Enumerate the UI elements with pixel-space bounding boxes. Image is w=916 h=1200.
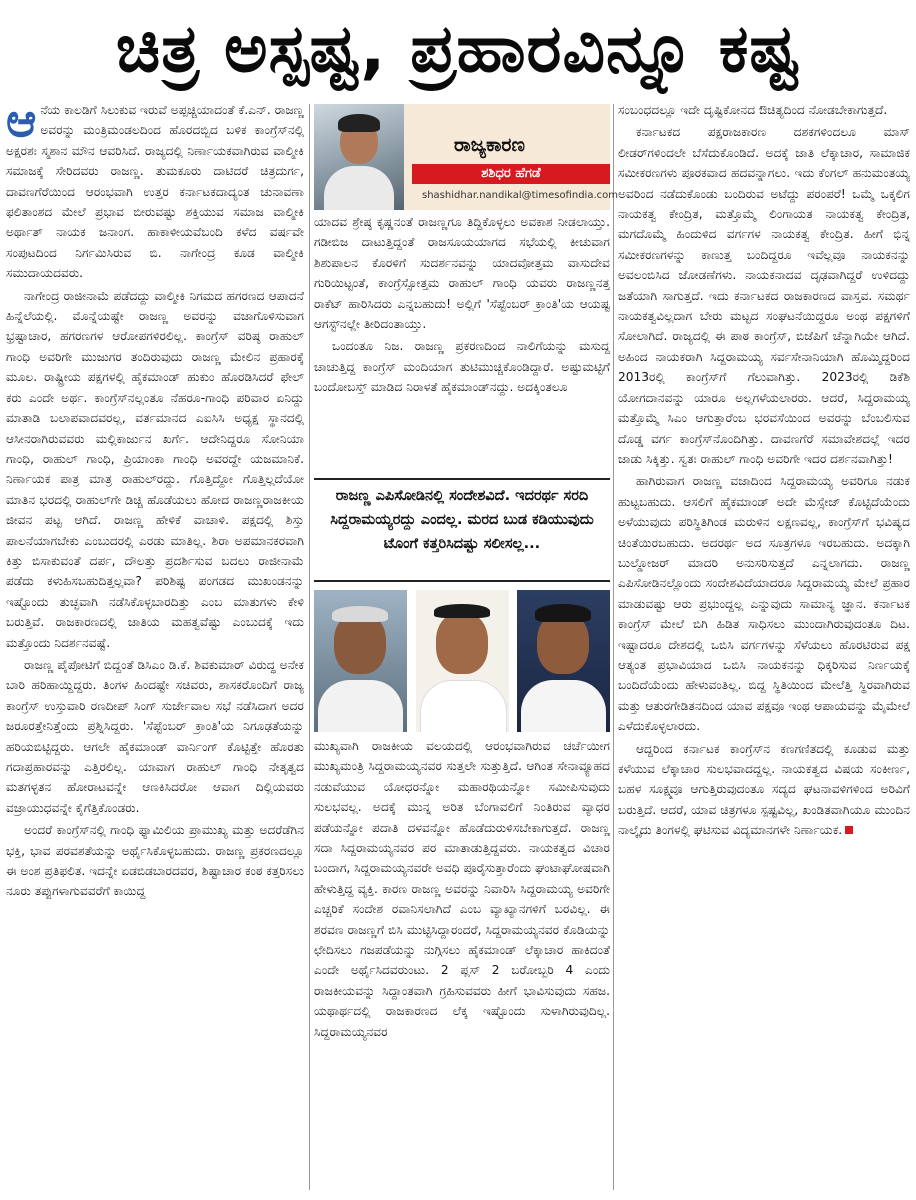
paragraph: ಒಂದಂತೂ ನಿಜ. ರಾಜಣ್ಣ ಪ್ರಕರಣದಿಂದ ನಾಲಿಗೆಯನ್ನು ಮಸುದ್ದ ಚಾಚುತ್ತಿದ್ದ ಕಾಂಗ್ರೆಸ್ ಮಂದಿಯಾಗ ತುಟಿಮುಚ್ಚಿಕೊಂಡಿದ್ದಾರೆ. ಅಷ್ಟುಮಟ್ಟಿಗೆ ಬಂದೋಬಸ್ತ್ ಮಾಡಿದ ನಿರಾಳತೆ ಹೈಕಮಾಂಡ್‌ನದ್ದು. ಅದಕ್ಕಿಂತಲೂ <box>314 339 610 395</box>
paragraph: ಅಂದರೆ ಕಾಂಗ್ರೆಸ್‌ನಲ್ಲಿ ಗಾಂಧಿ ಫ್ಯಾಮಿಲಿಯ ಪ್ರಾಮುಖ್ಯ ಮತ್ತು ಅದರೆಡೆಗಿನ ಭಕ್ತಿ, ಭಾವ ಪರವಶತೆಯನ್ನು ಅರ್ಥೈಸಿಕೊಳ್ಳಬಹುದು. ರಾಜಣ್ಣ ಪ್ರಕರಣದಲ್ಲೂ ಈ ಅಂಶ ಪ್ರತಿಫಲಿತ. ಇದನ್ನೇ ಏಡಬಿಡಬಾರದವರ, ಶಿಷ್ಟಾಚಾರ ಕಂಠ ಕತ್ತರಿಸಲು ನೂರು ತಪ್ಪುಗಳಾಗುವವರೆಗೆ ಕಾಯಿದ್ದ <box>6 823 304 899</box>
column-section-title: ರಾಜ್ಯಕಾರಣ <box>454 134 525 156</box>
pull-quote: ರಾಜಣ್ಣ ಎಪಿಸೋಡಿನಲ್ಲಿ ಸಂದೇಶವಿದೆ. ಇದರರ್ಥ ಸರದಿ ಸಿದ್ದರಾಮಯ್ಯರದ್ದು ಎಂದಲ್ಲ. ಮರದ ಬುಡ ಕಡಿಯುವುದು ಟೊಂಗೆ ಕತ್ತರಿಸಿದಷ್ಟು ಸಲೀಸಲ್ಲ... <box>314 478 610 582</box>
article-column-3 <box>618 100 910 1192</box>
paragraph: ಸಂಬಂಧದಲ್ಲೂ ಇದೇ ದೃಷ್ಟಿಕೋನದ ಔಚಿತ್ಯದಿಂದ ನೋಡಬೇಕಾಗುತ್ತದೆ. <box>618 103 888 117</box>
paragraph: ರಾಜಣ್ಣ ಪೈಪೋಟಿಗೆ ಬಿದ್ದಂತೆ ಡಿಸಿಎಂ ಡಿ.ಕೆ. ಶಿವಕುಮಾರ್ ವಿರುದ್ಧ ಅನೇಕ ಬಾರಿ ಹರಿಹಾಯ್ದಿದ್ದರು. ತಿಂಗಳ ಹಿಂದಷ್ಟೇ ಸಚಿವರು, ಶಾಸಕರೊಂದಿಗೆ ರಾಜ್ಯ ಕಾಂಗ್ರೆಸ್ ಉಸ್ತುವಾರಿ ರಣದೀಪ್ ಸಿಂಗ್ ಸುರ್ಜೇವಾಲ ಸಭೆ ನಡೆಸಿದಾಗ ಅದರ ಜರೂರತ್ತೇನಿತ್ತೆಂದು ಪ್ರಶ್ನಿಸಿದ್ದರು. 'ಸೆಪ್ಟೆಂಬರ್ ಕ್ರಾಂತಿ'ಯ ನಿಗೂಢತೆಯನ್ನು ಹರಿಯಬಿಟ್ಟಿದ್ದರು. ಆಗಲೇ ಹೈಕಮಾಂಡ್ ವಾರ್ನಿಂಗ್ ಕೊಟ್ಟಿತ್ತೇ ಹೊರತು ಗದಾಪ್ರಹಾರವನ್ನು ಎತ್ತಿರಲಿಲ್ಲ. ಯಾವಾಗ ರಾಹುಲ್ ಗಾಂಧಿ ನೇತೃತ್ವದ ಮತಗಳ್ಳತನ ಹೋರಾಟವನ್ನೇ ಆಣಕಿಸಿದರೋ ಆವಾಗ ದಿಲ್ಲಿಯವರು ವಜ್ರಾಯುಧವನ್ನೇ ಕೈಗೆತ್ತಿಕೊಂಡರು. <box>6 657 304 815</box>
author-photo <box>314 104 404 210</box>
article-column-2-top <box>314 212 610 474</box>
paragraph: ಯಾದವ ಶ್ರೇಷ್ಠ ಕೃಷ್ಣನಂತೆ ರಾಜಣ್ಣಗೂ ತಿದ್ದಿಕೊಳ್ಳಲು ಅವಕಾಶ ನೀಡಲಾಯ್ತು. ಗಡೀಬಿಜ ದಾಟುತ್ತಿದ್ದಂತೆ ರಾಜಸೂಯಯಾಗದ ಸಭೆಯಲ್ಲಿ ಕೀಚುವಾಗ ಶಿಶುಪಾಲನ ಕೊರಳಿಗೆ ಸುದರ್ಶನವನ್ನು ಯಾದವೋತ್ತಮ ವಾಸುದೇವ ಗುರಿಯಿಟ್ಟಂತೆ, ಕಾಂಗ್ರೆಸ್ಸೋತ್ತಮ ರಾಹುಲ್ ಗಾಂಧಿ ಯವರು ರಾಜಣ್ಣನತ್ತ ರಾಕೆಟ್ ಹಾರಿಸಿದರು ಎನ್ನಬಹುದು! ಅಲ್ಲಿಗೆ 'ಸೆಪ್ಟೆಂಬರ್ ಕ್ರಾಂತಿ'ಯ ಆಯಷ್ಟ ಆಗಸ್ಟ್‌ನಲ್ಲೇ ತೀರಿದಂತಾಯ್ತು. <box>314 215 610 332</box>
paragraph: ಮುಖ್ಯವಾಗಿ ರಾಜಕೀಯ ವಲಯದಲ್ಲಿ ಆರಂಭವಾಗಿರುವ ಚರ್ಚೆಯೀಗ ಮುಖ್ಯಮಂತ್ರಿ ಸಿದ್ದರಾಮಯ್ಯನವರ ಸುತ್ತಲೇ ಸುತ್ತುತ್ತಿದೆ. ಆಗಿಂತ ಸೇನಾವ್ಯೂಹದ ನಡುವೆಯುವ ಯೋಧರನ್ನೋ ಮಹಾರಥಿಯನ್ನೋ ಸಮೀಪಿಸುವುದು ಸುಲಭವಲ್ಲ. ಅದಕ್ಕೆ ಮುನ್ನ ಅರಿತ ಬೆಂಗಾವಲಿಗೆ ನಿಂತಿರುವ ವ್ಯಾಧರ ಪಡೆಯನ್ನೋ ಪದಾತಿ ದಳವನ್ನೋ ಹೊಡೆದುರುಳಿಸಬೇಕಾಗುತ್ತದೆ. ರಾಜಣ್ಣ ಸದಾ ಸಿದ್ದರಾಮಯ್ಯನವರ ಪರ ಮಾತಾಡುತ್ತಿದ್ದವರು. ನಾಯಕತ್ವದ ವಿಚಾರ ಬಂದಾಗ, ಸಿದ್ದರಾಮಯ್ಯನವರೇ ಅವಧಿ ಪೂರೈಸುತ್ತಾರೆಂದು ಘಂಟಾಘೋಷವಾಗಿ ಹೇಳುತ್ತಿದ್ದ ವ್ಯಕ್ತಿ. ಕಾರಣ ರಾಜಣ್ಣ ಅವರನ್ನು ನಿವಾರಿಸಿ ಸಿದ್ದರಾಮಯ್ಯ ಅವರಿಗೇ ಎಚ್ಚರಿಕೆ ಸಂದೇಶ ರವಾನಿಸಲಾಗಿದೆ ಎಂಬ ವ್ಯಾಖ್ಯಾನಗಳಿಗೆ ಬರವಿಲ್ಲ. ಈ ಶರವಣ ರಾಜಣ್ಣಗೆ ಬಿಸಿ ಮುಟ್ಟಿಸಿದ್ದಾರಂದರೆ, ಸಿದ್ದರಾಮಯ್ಯನವರ ಕೊಡಿಯನ್ನು ಛೇದಿಸಲು ಗಜಪಡೆಯನ್ನು ನುಗ್ಗಿಸಲು ಹೈಕಮಾಂಡ್ ಲೆಕ್ಕಾಚಾರ ಹಾಕಿದಂತೆ ಎಂದೇ ಅರ್ಥೈಸಿದವರುಂಟು. 2 ಪ್ಲಸ್ 2 ಬರೋಬ್ಬರಿ 4 ಎಂದು ರಾಜಕೀಯವನ್ನು ಸಿದ್ದಾಂತವಾಗಿ ಗ್ರಹಿಸುವವರು ಹೀಗೆ ಭಾವಿಸುವುದು ಸಹಜ. ಯಥಾರ್ಥದಲ್ಲಿ ರಾಜಕಾರಣದ ಲೆಕ್ಕ ಇಷ್ಟೊಂದು ಸುಳಾಗಿರುವುದಿಲ್ಲ. ಸಿದ್ದರಾಮಯ್ಯನವರ <box>314 739 610 1039</box>
paragraph: ನೆಯ ಕಾಲಡಿಗೆ ಸಿಲುಕುವ ಇರುವೆ ಅಪ್ಪಚ್ಚಿಯಾದಂತೆ ಕೆ.ಎನ್. ರಾಜಣ್ಣ ಅವರನ್ನು ಮಂತ್ರಿಮಂಡಲದಿಂದ ಹೊರದಬ್ಬಿದ ಬಳಿಕ ಕಾಂಗ್ರೆಸ್‌ನಲ್ಲಿ ಅಕ್ಷರಶಃ ಸ್ಮಶಾನ ಮೌನ ಆವರಿಸಿದೆ. ರಾಜ್ಯದಲ್ಲಿ ನಿರ್ಣಾಯಕವಾಗಿರುವ ವಾಲ್ಮೀಕಿ ಸಮಾಜಕ್ಕೆ ಸೇರಿದವರು ರಾಜಣ್ಣ. ತುಮಕೂರು ದಾಟಿದರೆ ಚಿತ್ರದುರ್ಗ, ದಾವಣಗೆರೆಯಿಂದ ಆರಂಭವಾಗಿ ಉತ್ತರ ಕರ್ನಾಟಕದಾದ್ಯಂತ ಚುನಾವಣಾ ಫಲಿತಾಂಶದ ಮೇಲೆ ಪ್ರಭಾವ ಬೀರುವಷ್ಟು ಶಕ್ತಿಯುವ ಸಮಾಜ ವಾಲ್ಮೀಕಿ ಅರ್ಥಾತ್ ನಾಯಕ ಜನಾಂಗ. ಹಾಕಾಳೀಯವೆಬಂದಿ ಕಳೆದ ವರ್ಷವೇ ಸಂಪುಟದಿಂದ ನಿರ್ಗಮಿಸಿರುವ ಬಿ. ನಾಗೇಂದ್ರ ಕೂಡ ವಾಲ್ಮೀಕಿ ಸಮುದಾಯದವರು. <box>6 103 304 281</box>
politician-photo-1 <box>314 590 407 732</box>
politician-photos <box>314 590 610 732</box>
author-email: shashidhar.nandikal@timesofindia.com <box>422 190 618 201</box>
paragraph <box>618 739 910 841</box>
end-mark-icon <box>845 826 853 834</box>
article-column-2-bottom <box>314 736 610 1192</box>
column-rule <box>309 104 310 1190</box>
author-name: ಶಶಿಧರ ಹೆಗಡೆ <box>412 164 610 184</box>
paragraph: ಕರ್ನಾಟಕದ ಪಕ್ಷರಾಜಕಾರಣ ದಶಕಗಳಿಂದಲೂ ಮಾಸ್ ಲೀಡರ್‌ಗಳಿಂದಲೇ ಬೆಸೆದುಕೊಂಡಿದೆ. ಅದಕ್ಕೆ ಜಾತಿ ಲೆಕ್ಕಾಚಾರ, ಸಾಮಾಜಿಕ ಸಮೀಕರಣಗಳು ಪೂರಕವಾದ ಹದವನ್ನಾಗಲು. ಇದು ಕೆಂಗಲ್ ಹನುಮಂತಯ್ಯ ಅವರಿಂದ ನಡೆದುಕೊಂಡು ಬಂದಿರುವ ಅಟೆದ್ದು ಪರಂಪರೆ! ಒಮ್ಮೆ ಒಕ್ಕಲಿಗ ನಾಯಕತ್ವ ಕೇಂದ್ರಿತ, ಮತ್ತೊಮ್ಮೆ ಲಿಂಗಾಯತ ನಾಯಕತ್ವ ಕೇಂದ್ರಿತ, ಮಗದೊಮ್ಮೆ ಹಿಂದುಳಿದ ವರ್ಗಗಳ ನಾಯಕತ್ವ ಕೇಂದ್ರಿತ. ಹೀಗೆ ಭಿನ್ನ ಸಮೀಕರಣಗಳನ್ನು ಕಾಣುತ್ತ ಬಂದಿದ್ದರೂ ಇವೆಲ್ಲವೂ ನಾಯಕನನ್ನು ಅವಲಂಬಿಸಿದ ಜೋಡಣೆಗಳು. ನಾಯಕನಾದವ ದೃಢವಾಗಿದ್ದರೆ ಉಳಿದದ್ದು ಜತೆಯಾಗಿ ಸಾಗುತ್ತದೆ. ಇದು ಕರ್ನಾಟಕದ ರಾಜಕಾರಣದ ವಾಸ್ತವ. ಸಮರ್ಥ ನಾಯಕತ್ವವಿಲ್ಲದಾಗ ಬೇರು ಮಟ್ಟದ ಸಂಘಟನೆಯಿದ್ದರೂ ಅಂಥ ಪಕ್ಷಗಳಿಗೆ ಸೋಲಾಗಿದೆ. ರಾಜ್ಯದಲ್ಲಿ ಈ ಪಾಠ ಕಾಂಗ್ರೆಸ್, ಬಿಜೆಪಿಗೆ ಚೆನ್ನಾಗಿಯೇ ಆಗಿದೆ. ಅಹಿಂದ ನಾಯಕರಾಗಿ ಸಿದ್ದರಾಮಯ್ಯ ಸರ್ವಸೇನಾನಿಯಾಗಿ ಹೊಮ್ಮಿದ್ದರಿಂದ 2013ರಲ್ಲಿ ಕಾಂಗ್ರೆಸ್‌ಗೆ ಗೆಲುವಾಗಿತ್ತು. 2023ರಲ್ಲಿ ಡಿಕೆಶಿ ಯೋಗದಾನವನ್ನು ಯಾರೂ ಅಲ್ಲಗಳೆಯಲಾರರು. ಆದರೆ, ಸಿದ್ದರಾಮಯ್ಯ ಮತ್ತೊಮ್ಮೆ ಸಿಎಂ ಆಗುತ್ತಾರೆಂಬ ಭರವಸೆಯಿಂದ ಅವರನ್ನು ಬೆಂಬಲಿಸುವ ದೊಡ್ಡ ವರ್ಗ ಕಾಂಗ್ರೆಸ್‌ನೊಂದಿಗಿತ್ತು. ದಾವಣಗೆರೆ ಸಮಾವೇಶದಲ್ಲೆ ಇದರ ಜಾಡು ಸಿಕ್ಕಿತ್ತು. ಸ್ವತಃ ರಾಹುಲ್ ಗಾಂಧಿ ಅವರಿಗೇ ಇದರ ದರ್ಶನವಾಗಿತ್ತು! <box>618 125 910 466</box>
politician-photo-2 <box>416 590 509 732</box>
paragraph: ಹಾಗಿರುವಾಗ ರಾಜಣ್ಣ ವಜಾದಿಂದ ಸಿದ್ದರಾಮಯ್ಯ ಅವರಿಗೂ ನಡುಕ ಹುಟ್ಟಬಹುದು. ಆಸಲಿಗೆ ಹೈಕಮಾಂಡ್ ಅದೇ ಮೆಸ್ಸೇಜ್ ಕೊಟ್ಟಿದೆಯೆಂದು ಅಳೆಯುವುದು ಪರಿಸ್ಥಿತಿಗಿಂಡ ಮರುಳಿನ ಲಕ್ಷಣವಲ್ಲ, ಕಾಂಗ್ರೆಸ್‌ಗೆ ಭವಿಷ್ಯದ ಚಿಂತೆಯಿರಬಹುದು. ಅದರರ್ಥ ಅದ ಸೂತ್ರಗಳೂ ಇರಬಹುದು. ಅದಕ್ಕಾಗಿ ಬುಲ್ಡೋಜರ್ ಮಾದರಿ ಅನುಸರಿಸುತ್ತದೆ ಎನ್ನಲಾಗದು. ರಾಜಣ್ಣ ಎಪಿಸೋಡಿನಲ್ಲೊಂದು ಸಂದೇಶವಿದೆಯಾದರೂ ಸಿದ್ದರಾಮಯ್ಯ ಮೇಲೆ ಪ್ರಹಾರ ಮಾಡುವಷ್ಟು ಆರು ಪ್ರಭುಂದ್ದಲ್ಲ ಎನ್ನುವುದು ಸಾಮಾನ್ಯ ಜ್ಞಾನ. ಕರ್ನಾಟಕ ಕಾಂಗ್ರೆಸ್ ಮೇಲೆ ಬಿಗಿ ಹಿಡಿತ ಸಾಧಿಸಲು ಮುಂದಾಗಿರುವುದಂತೂ ದಿಟ. ಇಷ್ಟಾದರೂ ದೇಶದಲ್ಲಿ ಒಬಿಸಿ ವರ್ಗಗಳನ್ನು ಸೆಳೆಯಲು ಹೊರಟಿರುವ ಪಕ್ಷ ಆತ್ಯಂತ ಪ್ರಭಾವಿಯಾದ ಒಬಿಸಿ ನಾಯಕನನ್ನು ಧಿಕ್ಕರಿಸುವ ನಿರ್ಣಯಕ್ಕೆ ಬಂದಿದೆಯೆಂದು ಹೇಳುವಂತಿಲ್ಲ. ಬಿದ್ದ ಸ್ಥಿತಿಯಿಂದ ಮೇಲೆತ್ತಿ ಸ್ಥಿರವಾಗಿರುವ ಮತ್ತು ಆತುರಗೇಡಿತನದಿಂದ ಯಾವ ಪಕ್ಷವೂ ಇಂಥ ಆಪಾಯವನ್ನು ಮೈಮೇಲೆ ಎಳೆದುಕೊಳ್ಳಲಾರದು. <box>618 474 910 734</box>
article-column-1 <box>6 100 304 1192</box>
politician-photo-3 <box>517 590 610 732</box>
paragraph: ನಾಗೇಂದ್ರ ರಾಜೀನಾಮೆ ಪಡೆದದ್ದು ವಾಲ್ಮೀಕಿ ನಿಗಮದ ಹಗರಣದ ಆಪಾದನೆ ಹಿನ್ನೆಲೆಯಲ್ಲಿ. ಮೊನ್ನೆಯಷ್ಟೇ ರಾಜಣ್ಣ ಅವರನ್ನು ವಜಾಗೊಳಿಸುವಾಗ ಭ್ರಷ್ಟಾಚಾರ, ಹಗರಣಗಳ ಆರೋಪಗಳಿರಲಿಲ್ಲ. ಕಾಂಗ್ರೆಸ್ ವರಿಷ್ಠ ರಾಹುಲ್ ಗಾಂಧಿ ಅವರಿಗೇ ಮುಜುಗರ ತಂದಿರುವುದು ರಾಜಣ್ಣ ಮೇಲಿನ ಪ್ರಹಾರಕ್ಕೆ ಮೂಲ. ರಾಷ್ಟ್ರೀಯ ಪಕ್ಷಗಳಲ್ಲಿ ಹೈಕಮಾಂಡ್ ಹುಕುಂ ಹೊರಡಿಸಿದರೆ ಫೇಲ್ ಕರು ಎಂದೇ ಅರ್ಥ. ಕಾಂಗ್ರೆಸ್‌ನಲ್ಲಂತೂ ನೆಹರೂ-ಗಾಂಧಿ ಪರಿವಾರ ಏನಿದ್ದು ಮಾತಾಡಿ ಬಲಾಪವಾದವರಲ್ಲ, ವರ್ತಮಾನದ ಎಐಸಿಸಿ ಅಧ್ಯಕ್ಷ ಸ್ಥಾನದಲ್ಲಿ ಆಸೀನರಾಗಿರುವವರು ಮಲ್ಲಿಕಾರ್ಜುನ ಖರ್ಗೆ. ಆದೇನಿದ್ದರೂ ಸೋನಿಯಾ ಗಾಂಧಿ, ರಾಹುಲ್ ಗಾಂಧಿ, ಪ್ರಿಯಾಂಕಾ ಗಾಂಧಿ ಅವರದ್ದೇ ಯಜಮಾನಿಕೆ. ನಿರ್ಣಾಯಕ ಪಾತ್ರ ಮಾತ್ರ ರಾಹುಲ್‌ರದ್ದು. ಗೊತ್ತಿದ್ದೋ ಗೊತ್ತಿಲ್ಲದೆಯೋ ಮಾತಿನ ಭರದಲ್ಲಿ ರಾಹುಲ್‌ಗೇ ಡಿಚ್ಚಿ ಹೊಡೆಯಲು ಹೋದ ರಾಜಣ್ಣರಾಜಕೀಯ ಜೀವನ ಪಟ್ಟ ಆಗಿದೆ. ರಾಜಣ್ಣ ಹೇಳಿಕೆ ವಾಚಾಳಿ. ಪಕ್ಷದಲ್ಲಿ ಶಿಸ್ತು ಪಾಲನೆಯಾಗಬೇಕು ಎಂಬುದರಲ್ಲಿ ಎರಡು ಮಾತಿಲ್ಲ. ಶಿರಾ ಅಪಮಾನಕರವಾಗಿ ಕಿತ್ತು ಬಿಸಾಕುವಂತೆ ದರ್ಪ, ದೌಲತ್ತು ಪ್ರದರ್ಶಿಸುವ ಬದಲು ರಾಜೀನಾಮೆ ಪಡೆದು ಕಳುಹಿಸಬಹುದಿತ್ತಲ್ಲವಾ? ಪರಿಶಿಷ್ಟ ಪಂಗಡದ ಮುಖಂಡನನ್ನು ಇಷ್ಟೊಂದು ತುಚ್ಛವಾಗಿ ನಡೆಸಿಕೊಳ್ಳಬಾರದಿತ್ತು ಎಂಬ ಮಾತುಗಳು ಕೇಳಿ ಬರುತ್ತಿವೆ. ರಾಜಕಾರಣದಲ್ಲಿ ಜಾತಿಯ ಮಹತ್ವವೆಷ್ಟು ಎಂಬುದಕ್ಕೆ ಇದು ಮತ್ತೊಂದು ನಿದರ್ಶನವಷ್ಟೆ. <box>6 288 304 650</box>
byline-box <box>314 104 618 210</box>
column-rule <box>613 104 614 1190</box>
drop-cap: ಆ <box>6 100 37 147</box>
headline: ಚಿತ್ರ ಅಸ್ಪಷ್ಟ, ಪ್ರಹಾರವಿನ್ನೂ ಕಷ್ಟ <box>115 9 801 87</box>
paragraph-text: ಆದ್ದರಿಂದ ಕರ್ನಾಟಕ ಕಾಂಗ್ರೆಸ್‌ನ ಕಣಗಣಿತದಲ್ಲಿ ಕೂಡುವ ಮತ್ತು ಕಳೆಯುವ ಲೆಕ್ಕಾಚಾರ ಸುಲಭವಾದದ್ದಲ್ಲ. ನಾಯಕತ್ವದ ವಿಷಯ ಸಂಕೀರ್ಣ, ಬಹಳ ಸೂಕ್ಷ್ಮವೂ ಆಗುತ್ತಿರುವುದಂತೂ ಸದ್ಯದ ಘಟನಾವಳಿಗಳಿಂದ ಅರಿವಿಗೆ ಬರುತ್ತಿದೆ. ಆದರೆ, ಯಾವ ಚಿತ್ರಗಳೂ ಸ್ಪಷ್ಟವಿಲ್ಲ, ಖಂಡಿತವಾಗಿಯೂ ಮುಂದಿನ ನಾಲ್ಕೈದು ತಿಂಗಳಲ್ಲಿ ಘಟಿಸುವ ವಿದ್ಯಮಾನಗಳೇ ನಿರ್ಣಾಯಕ. <box>618 741 910 838</box>
